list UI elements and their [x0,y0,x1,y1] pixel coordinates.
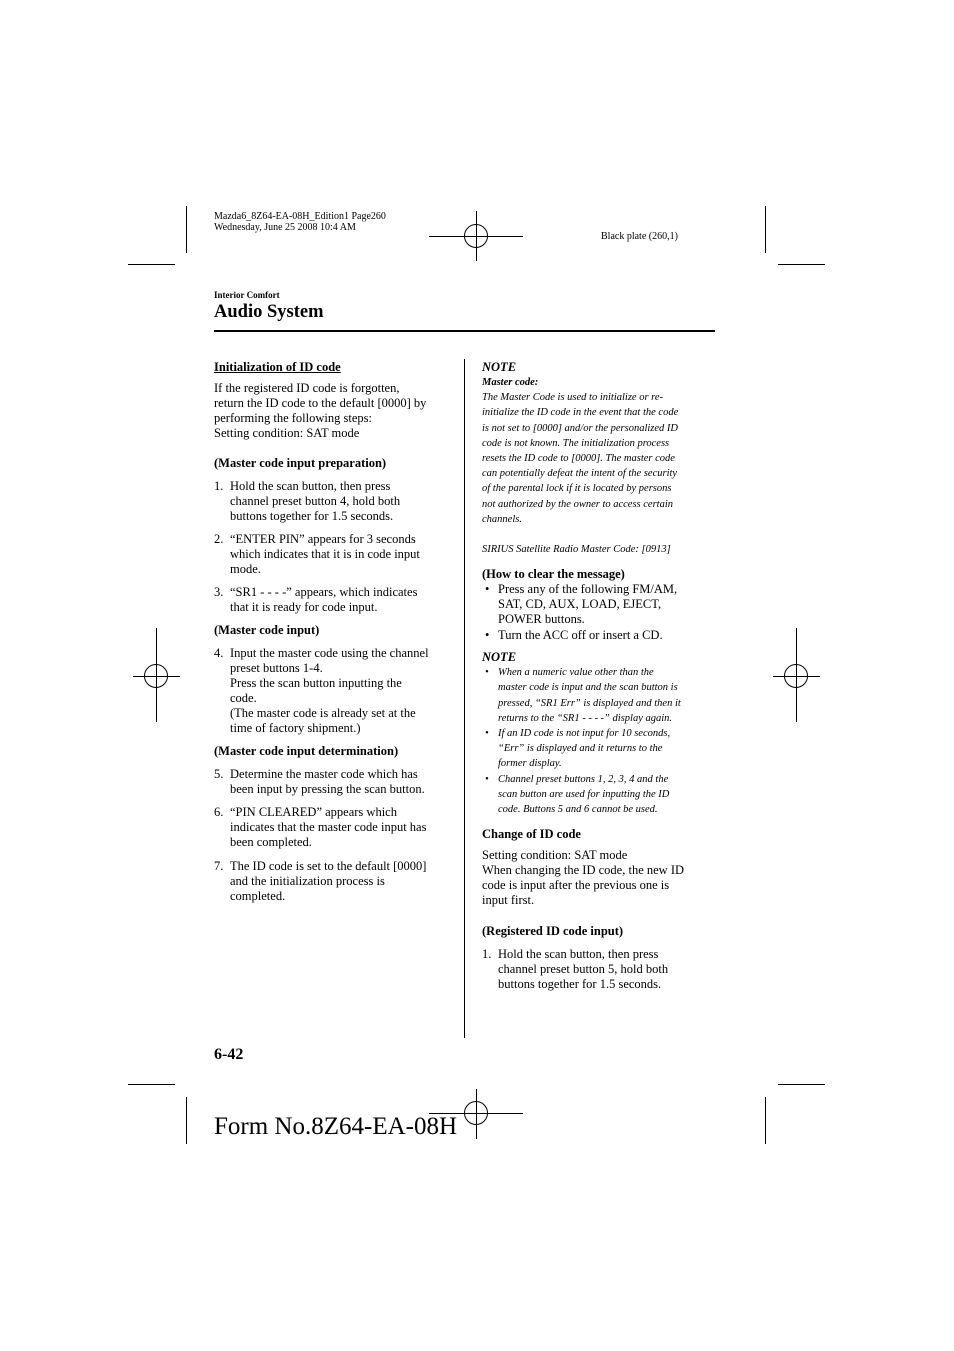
list-item [214,479,454,524]
crop-mark [765,1097,766,1144]
note-line: not authorized by the owner to access certain [482,498,674,510]
bullet-icon: • [485,667,489,679]
list-item [482,947,718,992]
registration-circle-icon [144,664,168,688]
note-label: NOTE [482,650,517,665]
bullet-icon: • [485,728,489,740]
item-line: that it is ready for code input. [230,600,378,614]
note-bullet-item [482,665,718,726]
note-line: “Err” is displayed and it returns to the [498,743,663,755]
bullet-icon: • [485,628,490,643]
item-line: Hold the scan button, then press [498,947,659,962]
bullet-line: POWER buttons. [498,612,585,627]
note-line: code is not known. The initialization process [482,437,670,449]
note-line: resets the ID code to [0000]. The master code [482,453,675,465]
intro-line: Setting condition: SAT mode [214,426,360,440]
intro-line: If the registered ID code is forgotten, [214,381,400,395]
item-line: channel preset button 4, hold both [230,494,401,508]
crop-mark [128,264,175,265]
subheading: (Registered ID code input) [482,924,624,939]
list-item [214,805,454,850]
intro-line: performing the following steps: [214,411,372,425]
note-line: former display. [498,758,562,770]
item-line: Input the master code using the channel [230,646,429,660]
note-line: The Master Code is used to initialize or re- [482,392,664,404]
note-line: can potentially defeat the intent of the security [482,468,678,480]
bullet-line: Turn the ACC off or insert a CD. [498,628,663,643]
note-line: pressed, “SR1 Err” is displayed and then it [498,697,681,709]
item-number: 7. [214,859,224,873]
note-bullet-item [482,772,718,818]
registration-circle-icon [784,664,808,688]
crop-mark [765,206,766,253]
item-number: 1. [214,479,224,493]
list-item [214,532,454,577]
section-label: Interior Comfort [214,290,280,300]
crop-mark [778,264,825,265]
crop-mark [778,1084,825,1085]
title-rule [214,330,715,332]
list-item [214,767,454,797]
item-line: mode. [230,562,261,576]
item-line: The ID code is set to the default [0000] [230,859,427,873]
item-line: (The master code is already set at the [230,706,416,720]
item-line: been completed. [230,835,312,849]
subheading: (How to clear the message) [482,567,625,582]
bullet-line: Press any of the following FM/AM, [498,582,678,597]
list-item [214,859,454,904]
item-line: “PIN CLEARED” appears which [230,805,397,819]
list-item [214,646,454,736]
item-line: completed. [230,889,286,903]
crop-mark [186,1097,187,1144]
crop-mark [186,206,187,253]
subsection-heading: Change of ID code [482,827,581,842]
note-line: of the parental lock if it is located by persons [482,483,672,495]
note-line: When a numeric value other than the [498,667,654,679]
bullet-item [482,628,718,643]
note-line: scan button are used for inputting the ID [498,788,670,800]
page-number: 6-42 [214,1046,244,1063]
item-line: “ENTER PIN” appears for 3 seconds [230,532,416,546]
right-column [482,360,718,992]
master-code-text: SIRIUS Satellite Radio Master Code: [0913] [482,544,671,556]
note-line: initialize the ID code in the event that the code [482,407,679,419]
column-divider [464,359,465,1038]
item-number: 1. [482,947,492,962]
intro-line: return the ID code to the default [0000] by [214,396,427,410]
item-line: Press the scan button inputting the [230,676,402,690]
note-line: channels. [482,513,522,525]
item-line: code. [230,691,257,705]
item-line: buttons together for 1.5 seconds. [498,977,662,992]
crop-mark [128,1084,175,1085]
body-line: code is input after the previous one is [482,878,670,893]
item-line: and the initialization process is [230,874,385,888]
item-number: 6. [214,805,224,819]
bullet-line: SAT, CD, AUX, LOAD, EJECT, [498,597,662,612]
registration-circle-icon [464,1101,488,1125]
item-line: Determine the master code which has [230,767,418,781]
note-bullet-item [482,726,718,772]
item-number: 4. [214,646,224,660]
item-line: which indicates that it is in code input [230,547,420,561]
note-line: returns to the “SR1 - - - -” display again. [498,712,673,724]
item-line: indicates that the master code input has [230,820,427,834]
page-title: Audio System [214,302,324,322]
section-heading: Initialization of ID code [214,360,341,374]
bullet-icon: • [485,773,489,785]
item-line: “SR1 - - - -” appears, which indicates [230,585,418,599]
subheading: (Master code input preparation) [214,456,387,470]
print-meta-line: Wednesday, June 25 2008 10:4 AM [214,222,356,233]
subheading: (Master code input determination) [214,744,399,758]
registration-circle-icon [464,224,488,248]
item-line: buttons together for 1.5 seconds. [230,509,394,523]
body-line: input first. [482,893,535,908]
note-label: NOTE [482,360,517,374]
item-line: time of factory shipment.) [230,721,361,735]
form-number: Form No.8Z64-EA-08H [214,1113,458,1140]
item-line: Hold the scan button, then press [230,479,391,493]
bullet-item [482,582,718,627]
item-line: channel preset button 5, hold both [498,962,669,977]
note-line: If an ID code is not input for 10 seconds, [498,728,671,740]
item-number: 5. [214,767,224,781]
left-column [214,360,454,904]
note-line: master code is input and the scan button is [498,682,678,694]
body-line: When changing the ID code, the new ID [482,863,685,878]
bullet-icon: • [485,582,490,597]
print-meta [214,211,386,233]
item-number: 2. [214,532,224,546]
print-meta-line: Mazda6_8Z64-EA-08H_Edition1 Page260 [214,211,386,222]
list-item [214,585,454,615]
body-line: Setting condition: SAT mode [482,848,628,863]
note-subheading: Master code: [482,377,539,388]
item-number: 3. [214,585,224,599]
note-line: is not set to [0000] and/or the personalized ID [482,422,678,434]
note-text [482,390,718,527]
note-line: code. Buttons 5 and 6 cannot be used. [498,804,658,816]
item-line: been input by pressing the scan button. [230,782,425,796]
note-line: Channel preset buttons 1, 2, 3, 4 and the [498,773,669,785]
item-line: preset buttons 1-4. [230,661,323,675]
plate-info: Black plate (260,1) [601,231,678,242]
subheading: (Master code input) [214,623,320,637]
